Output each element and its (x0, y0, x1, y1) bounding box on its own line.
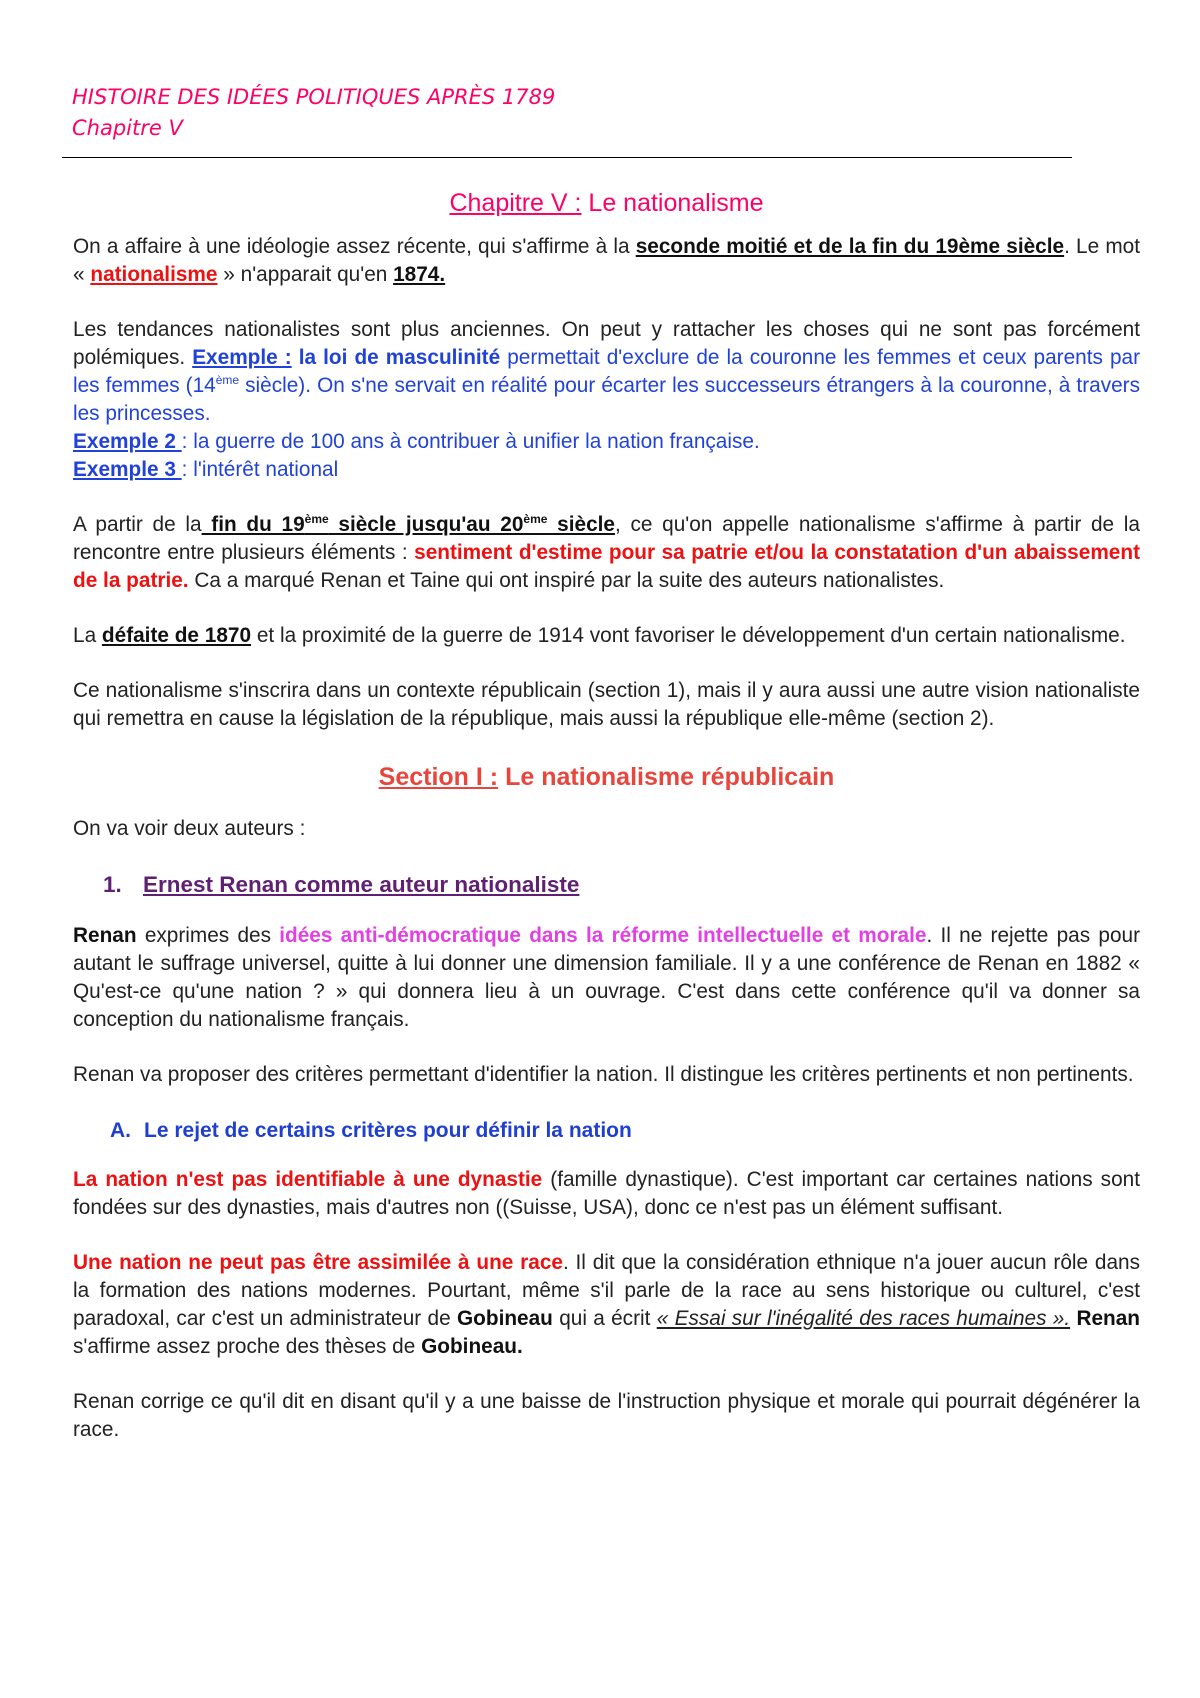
emphasis-red: La nation n'est pas identifiable à une dynastie (73, 1168, 543, 1191)
example-heading: la loi de masculinité (291, 346, 501, 369)
document-body (73, 186, 1140, 1471)
heading-renan (73, 870, 1140, 900)
emphasis-word: nationalisme (90, 263, 218, 286)
example-label: Exemple 3 (73, 458, 182, 481)
text-run: A partir de la (73, 513, 202, 536)
text-run: (famille dynastique). C'est important car certaines nations sont fondées sur des dynasties, mais d'autres non ((Suisse, USA), donc ce n'est pas un élément suffisant. (73, 1168, 1140, 1219)
text-run: . Il dit que la considération ethnique n'a jouer aucun rôle dans la formation des nations modernes. Pourtant, même s'il parle de la race au sens historique ou culturel, c'est paradoxal, car c'est un administrateur de (73, 1251, 1140, 1330)
text-run: Les tendances nationalistes sont plus anciennes. On peut y rattacher les choses qui ne sont pas forcément polémiques. (73, 318, 1140, 369)
example-text: siècle). On s'ne servait en réalité pour écarter les successeurs étrangers à la couronne, à travers les princesses. (73, 374, 1140, 425)
emphasis-name: Renan (73, 924, 137, 947)
superscript: ème (523, 512, 548, 527)
example-text: permettait d'exclure de la couronne les femmes et ceux parents par les femmes (14 (73, 346, 1140, 397)
running-header (72, 82, 555, 144)
text-run: fin du 19 (201, 513, 305, 536)
emphasis-period (202, 513, 615, 536)
text-run: et la proximité de la guerre de 1914 vont favoriser le développement d'un certain nationalisme. (251, 624, 1126, 647)
chapter-prefix: Chapitre V : (449, 189, 582, 217)
example-label: Exemple : (192, 346, 292, 369)
header-subtitle: Chapitre V (72, 116, 183, 140)
text-run: » n'apparait qu'en (217, 263, 394, 286)
paragraph-intro (73, 233, 1140, 289)
section-prefix: Section I : (378, 763, 499, 791)
emphasis-event: défaite de 1870 (101, 624, 252, 647)
chapter-title (73, 186, 1140, 220)
paragraph-tendances (73, 316, 1140, 428)
example-text: : l'intérêt national (181, 458, 339, 481)
text-run: exprimes des (136, 924, 280, 947)
paragraph-contexte: Ce nationalisme s'inscrira dans un contexte républicain (section 1), mais il y aura aussi une autre vision nationaliste qui remettra en cause la législation de la république, mais aussi la république elle-même (section 2). (73, 679, 1140, 730)
emphasis-red: Une nation ne peut pas être assimilée à une race (73, 1251, 563, 1274)
heading-number: 1. (103, 872, 122, 897)
text-run: La (73, 624, 102, 647)
text-run: . Le mot « (73, 235, 1141, 286)
paragraph-defaite (73, 622, 1140, 650)
paragraph-fin-19 (73, 511, 1140, 595)
emphasis-name: Renan (1076, 1307, 1140, 1330)
book-title: « Essai sur l'inégalité des races humaines ». (656, 1307, 1071, 1330)
text-run: , ce qu'on appelle nationalisme s'affirme à partir de la rencontre entre plusieurs éléments : (73, 513, 1140, 564)
text-run: siècle (547, 513, 615, 536)
paragraph-correction: Renan corrige ce qu'il dit en disant qu'il y a une baisse de l'instruction physique et morale qui pourrait dégénérer la race. (73, 1390, 1140, 1441)
heading-text: Le rejet de certains critères pour définir la nation (144, 1119, 632, 1142)
text-run: siècle jusqu'au 20 (328, 513, 524, 536)
example-label: Exemple 2 (73, 430, 182, 453)
emphasis-red: sentiment d'estime pour sa patrie et/ou la constatation d'un abaissement de la patrie. (73, 541, 1141, 592)
chapter-name: Le nationalisme (581, 189, 764, 217)
header-title: HISTOIRE DES IDÉES POLITIQUES APRÈS 1789 (72, 85, 556, 109)
heading-text: Ernest Renan comme auteur nationaliste (143, 872, 580, 897)
emphasis-name: Gobineau (456, 1307, 553, 1330)
text-run: . Il ne rejette pas pour autant le suffrage universel, quitte à lui donner une dimension familiale. Il y a une conférence de Renan en 1882 « Qu'est-ce qu'une nation ? » qui donnera lieu à un ouvrage. C'est dans cette conférence qu'il va donner sa conception du nationalisme français. (73, 924, 1141, 1031)
paragraph-dynastie (73, 1166, 1140, 1222)
emphasis-magenta: idées anti-démocratique dans la réforme intellectuelle et morale (279, 924, 927, 947)
paragraph-race (73, 1249, 1140, 1361)
emphasis-year: 1874. (393, 263, 446, 286)
paragraph-auteurs: On va voir deux auteurs : (73, 817, 306, 840)
example-text: : la guerre de 100 ans à contribuer à unifier la nation française. (181, 430, 760, 453)
example-3 (73, 456, 1140, 484)
section-title (73, 760, 1140, 794)
heading-letter: A. (110, 1119, 131, 1142)
example-2 (73, 428, 1140, 456)
text-run: qui a écrit (552, 1307, 657, 1330)
superscript: ème (215, 373, 240, 388)
text-run: s'affirme assez proche des thèses de (73, 1335, 422, 1358)
text-run: Ca a marqué Renan et Taine qui ont inspiré par la suite des auteurs nationalistes. (188, 569, 945, 592)
header-divider (62, 157, 1072, 158)
paragraph-renan (73, 922, 1140, 1034)
text-run: On a affaire à une idéologie assez récente, qui s'affirme à la (73, 235, 636, 258)
section-name: Le nationalisme républicain (498, 763, 835, 791)
paragraph-criteres: Renan va proposer des critères permettant d'identifier la nation. Il distingue les critères pertinents et non pertinents. (73, 1063, 1134, 1086)
superscript: ème (304, 512, 329, 527)
heading-rejet (73, 1116, 1140, 1146)
emphasis-period: seconde moitié et de la fin du 19ème siècle (635, 235, 1065, 258)
emphasis-name: Gobineau. (421, 1335, 523, 1358)
